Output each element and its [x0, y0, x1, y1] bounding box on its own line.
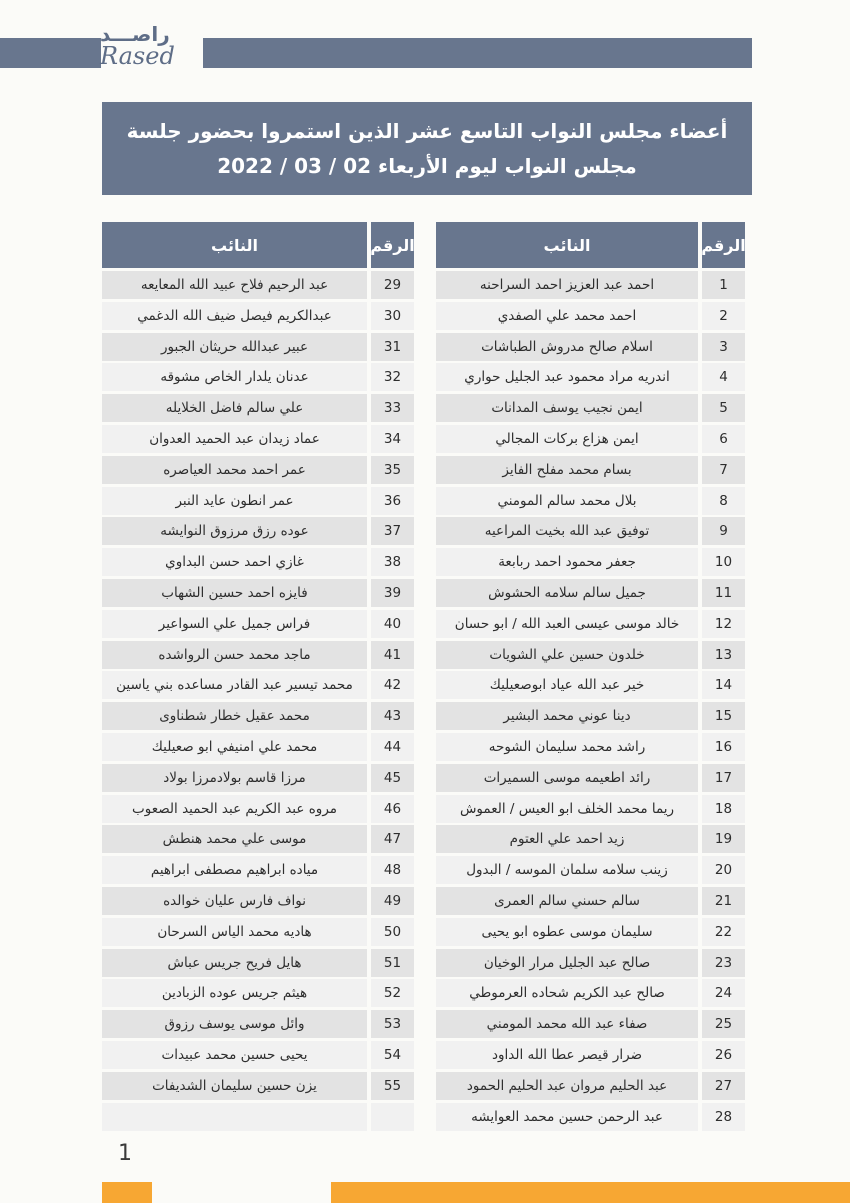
mp-name-cell: جميل سالم سلامه الحشوش [436, 579, 698, 607]
mp-number-cell: 35 [371, 456, 414, 484]
table-row [102, 548, 414, 576]
mp-name-cell [102, 1103, 367, 1131]
mp-name-cell: علي سالم فاضل الخلايله [102, 394, 367, 422]
mp-number-cell: 11 [702, 579, 745, 607]
mp-table-left [102, 222, 414, 1133]
table-row [102, 856, 414, 884]
mp-name-cell: خير عبد الله عياد ابوصعيليك [436, 671, 698, 699]
mp-number-cell: 32 [371, 363, 414, 391]
table-row [436, 795, 745, 823]
mp-number-cell: 33 [371, 394, 414, 422]
mp-name-cell: اندريه مراد محمود عبد الجليل حواري [436, 363, 698, 391]
mp-name-cell: سالم حسني سالم العمرى [436, 887, 698, 915]
table-row [102, 979, 414, 1007]
mp-number-cell: 2 [702, 302, 745, 330]
mp-name-cell: عوده رزق مرزوق النوايشه [102, 517, 367, 545]
mp-name-cell: عبد الرحمن حسين محمد العوايشه [436, 1103, 698, 1131]
mp-name-cell: محمد عقيل خطار شطناوى [102, 702, 367, 730]
table-row [102, 302, 414, 330]
mp-name-cell: عدنان يلدار الخاص مشوقه [102, 363, 367, 391]
mp-name-cell: محمد تيسير عبد القادر مساعده بني ياسين [102, 671, 367, 699]
mp-number-cell: 24 [702, 979, 745, 1007]
mp-number-cell: 26 [702, 1041, 745, 1069]
mp-number-cell [371, 1103, 414, 1131]
mp-number-cell: 37 [371, 517, 414, 545]
mp-name-cell: مرزا قاسم بولادمرزا بولاد [102, 764, 367, 792]
mp-number-cell: 42 [371, 671, 414, 699]
mp-name-cell: خالد موسى عيسى العبد الله / ابو حسان [436, 610, 698, 638]
rased-logo [100, 22, 200, 69]
table-row [102, 425, 414, 453]
mp-number-cell: 31 [371, 333, 414, 361]
table-header-right [436, 222, 745, 268]
mp-number-cell: 21 [702, 887, 745, 915]
table-row [102, 363, 414, 391]
table-row [436, 487, 745, 515]
table-row [102, 887, 414, 915]
mp-number-cell: 7 [702, 456, 745, 484]
table-row [436, 1041, 745, 1069]
table-row [102, 702, 414, 730]
mp-number-cell: 36 [371, 487, 414, 515]
mp-number-cell: 54 [371, 1041, 414, 1069]
mp-number-cell: 22 [702, 918, 745, 946]
mp-name-cell: عبد الحليم مروان عبد الحليم الحمود [436, 1072, 698, 1100]
table-row [436, 702, 745, 730]
table-row [436, 1010, 745, 1038]
mp-name-cell: يحيى حسين محمد عبيدات [102, 1041, 367, 1069]
mp-number-cell: 10 [702, 548, 745, 576]
mp-name-cell: ايمن هزاع بركات المجالي [436, 425, 698, 453]
mp-name-cell: ايمن نجيب يوسف المدانات [436, 394, 698, 422]
mp-name-cell: عبدالكريم فيصل ضيف الله الدغمي [102, 302, 367, 330]
mp-number-cell: 38 [371, 548, 414, 576]
mp-name-cell: يزن حسين سليمان الشديفات [102, 1072, 367, 1100]
mp-name-cell: سليمان موسى عطوه ابو يحيى [436, 918, 698, 946]
mp-name-cell: محمد علي امنيفي ابو صعيليك [102, 733, 367, 761]
mp-name-cell: وائل موسى يوسف رزوق [102, 1010, 367, 1038]
mp-number-cell: 19 [702, 825, 745, 853]
mp-name-cell: عمر انطون عايد النبر [102, 487, 367, 515]
mp-name-cell: احمد عبد العزيز احمد السراحنه [436, 271, 698, 299]
table-row [102, 487, 414, 515]
mp-name-cell: غازي احمد حسن البداوي [102, 548, 367, 576]
page-title-line2: مجلس النواب ليوم الأربعاء 02 / 03 / 2022 [217, 154, 637, 178]
mp-name-cell: بلال محمد سالم المومني [436, 487, 698, 515]
table-row [102, 733, 414, 761]
mp-name-cell: عبد الرحيم فلاح عبيد الله المعايعه [102, 271, 367, 299]
rased-logo-arabic: راصـــد [100, 22, 170, 46]
mp-number-cell: 12 [702, 610, 745, 638]
mp-name-cell: صالح عبد الجليل مرار الوخيان [436, 949, 698, 977]
table-row [102, 795, 414, 823]
mp-number-cell: 8 [702, 487, 745, 515]
mp-number-cell: 1 [702, 271, 745, 299]
mp-name-cell: صفاء عبد الله محمد المومني [436, 1010, 698, 1038]
mp-name-cell: فراس جميل علي السواعير [102, 610, 367, 638]
table-header-left [102, 222, 414, 268]
table-row [102, 671, 414, 699]
mp-name-cell: مياده ابراهيم مصطفى ابراهيم [102, 856, 367, 884]
mp-number-cell: 51 [371, 949, 414, 977]
mp-number-cell: 30 [371, 302, 414, 330]
mp-number-cell: 44 [371, 733, 414, 761]
table-row [436, 887, 745, 915]
table-row [102, 949, 414, 977]
table-row [436, 979, 745, 1007]
table-row [102, 1010, 414, 1038]
mp-number-cell: 20 [702, 856, 745, 884]
table-row [436, 425, 745, 453]
mp-name-cell: دينا عوني محمد البشير [436, 702, 698, 730]
mp-name-cell: راشد محمد سليمان الشوحه [436, 733, 698, 761]
table-row [102, 1103, 414, 1131]
mp-number-cell: 41 [371, 641, 414, 669]
mp-number-cell: 53 [371, 1010, 414, 1038]
table-row [436, 949, 745, 977]
mp-number-cell: 15 [702, 702, 745, 730]
table-row [436, 394, 745, 422]
mp-number-cell: 39 [371, 579, 414, 607]
header-accent-bar-main [203, 38, 752, 68]
mp-number-cell: 46 [371, 795, 414, 823]
mp-name-cell: عماد زيدان عبد الحميد العدوان [102, 425, 367, 453]
table-row [102, 610, 414, 638]
mp-number-cell: 40 [371, 610, 414, 638]
page-title-line1: أعضاء مجلس النواب التاسع عشر الذين استمروا بحضور جلسة [126, 119, 728, 143]
footer-accent-square [102, 1182, 152, 1203]
table-row [102, 1072, 414, 1100]
table-row [436, 764, 745, 792]
table-row [102, 394, 414, 422]
mp-number-cell: 14 [702, 671, 745, 699]
page-number: 1 [118, 1141, 132, 1166]
table-row [436, 271, 745, 299]
page-title [102, 102, 752, 195]
mp-name-cell: مروه عبد الكريم عبد الحميد الصعوب [102, 795, 367, 823]
table-row [436, 456, 745, 484]
table-row [436, 579, 745, 607]
mp-name-cell: عمر احمد محمد العياصره [102, 456, 367, 484]
table-row [436, 363, 745, 391]
mp-name-cell: عبير عبدالله حريثان الجبور [102, 333, 367, 361]
mp-number-cell: 47 [371, 825, 414, 853]
table-row [436, 517, 745, 545]
table-row [436, 333, 745, 361]
table-row [102, 579, 414, 607]
mp-number-cell: 27 [702, 1072, 745, 1100]
table-row [102, 271, 414, 299]
mp-name-cell: احمد محمد علي الصفدي [436, 302, 698, 330]
mp-number-cell: 9 [702, 517, 745, 545]
mp-number-cell: 49 [371, 887, 414, 915]
mp-name-cell: زيد احمد علي العتوم [436, 825, 698, 853]
mp-number-cell: 34 [371, 425, 414, 453]
table-row [436, 825, 745, 853]
mp-name-cell: موسى علي محمد هنطش [102, 825, 367, 853]
mp-name-cell: صالح عبد الكريم شحاده العرموطي [436, 979, 698, 1007]
table-row [102, 641, 414, 669]
table-row [436, 641, 745, 669]
mp-name-cell: هيثم جريس عوده الزبادين [102, 979, 367, 1007]
table-row [436, 1103, 745, 1131]
mp-name-cell: رائد اطعيمه موسى السميرات [436, 764, 698, 792]
mp-table-right [436, 222, 745, 1133]
column-header-name: النائب [102, 222, 367, 268]
table-row [102, 918, 414, 946]
mp-number-cell: 4 [702, 363, 745, 391]
footer-accent-bar [331, 1182, 850, 1203]
mp-number-cell: 43 [371, 702, 414, 730]
mp-number-cell: 3 [702, 333, 745, 361]
mp-name-cell: هاديه محمد الياس السرحان [102, 918, 367, 946]
column-header-number: الرقم [702, 222, 745, 268]
mp-name-cell: خلدون حسين علي الشويات [436, 641, 698, 669]
table-row [102, 1041, 414, 1069]
mp-number-cell: 48 [371, 856, 414, 884]
mp-name-cell: ماجد محمد حسن الرواشده [102, 641, 367, 669]
table-row [102, 517, 414, 545]
mp-name-cell: توفيق عبد الله بخيت المراعيه [436, 517, 698, 545]
mp-number-cell: 18 [702, 795, 745, 823]
table-row [436, 856, 745, 884]
table-row [436, 610, 745, 638]
table-row [436, 733, 745, 761]
mp-number-cell: 29 [371, 271, 414, 299]
table-row [102, 825, 414, 853]
rased-logo-latin: Rased [100, 42, 175, 70]
mp-name-cell: نواف فارس عليان خوالده [102, 887, 367, 915]
table-row [102, 764, 414, 792]
header-accent-bar-left [0, 38, 101, 68]
mp-number-cell: 23 [702, 949, 745, 977]
mp-name-cell: بسام محمد مفلح الفايز [436, 456, 698, 484]
mp-number-cell: 16 [702, 733, 745, 761]
table-row [436, 671, 745, 699]
mp-number-cell: 55 [371, 1072, 414, 1100]
mp-number-cell: 45 [371, 764, 414, 792]
mp-number-cell: 13 [702, 641, 745, 669]
mp-number-cell: 6 [702, 425, 745, 453]
column-header-name: النائب [436, 222, 698, 268]
table-row [436, 918, 745, 946]
column-header-number: الرقم [371, 222, 414, 268]
mp-number-cell: 50 [371, 918, 414, 946]
mp-number-cell: 17 [702, 764, 745, 792]
mp-name-cell: ضرار قيصر عطا الله الداود [436, 1041, 698, 1069]
table-row [102, 456, 414, 484]
mp-number-cell: 25 [702, 1010, 745, 1038]
mp-name-cell: ريما محمد الخلف ابو العيس / العموش [436, 795, 698, 823]
mp-name-cell: زينب سلامه سلمان الموسه / البدول [436, 856, 698, 884]
mp-name-cell: جعفر محمود احمد ربابعة [436, 548, 698, 576]
mp-number-cell: 5 [702, 394, 745, 422]
table-row [436, 548, 745, 576]
mp-name-cell: اسلام صالح مدروش الطباشات [436, 333, 698, 361]
table-row [436, 1072, 745, 1100]
mp-number-cell: 52 [371, 979, 414, 1007]
table-row [436, 302, 745, 330]
table-row [102, 333, 414, 361]
mp-name-cell: فايزه احمد حسين الشهاب [102, 579, 367, 607]
mp-number-cell: 28 [702, 1103, 745, 1131]
mp-name-cell: هايل فريح جريس عباش [102, 949, 367, 977]
